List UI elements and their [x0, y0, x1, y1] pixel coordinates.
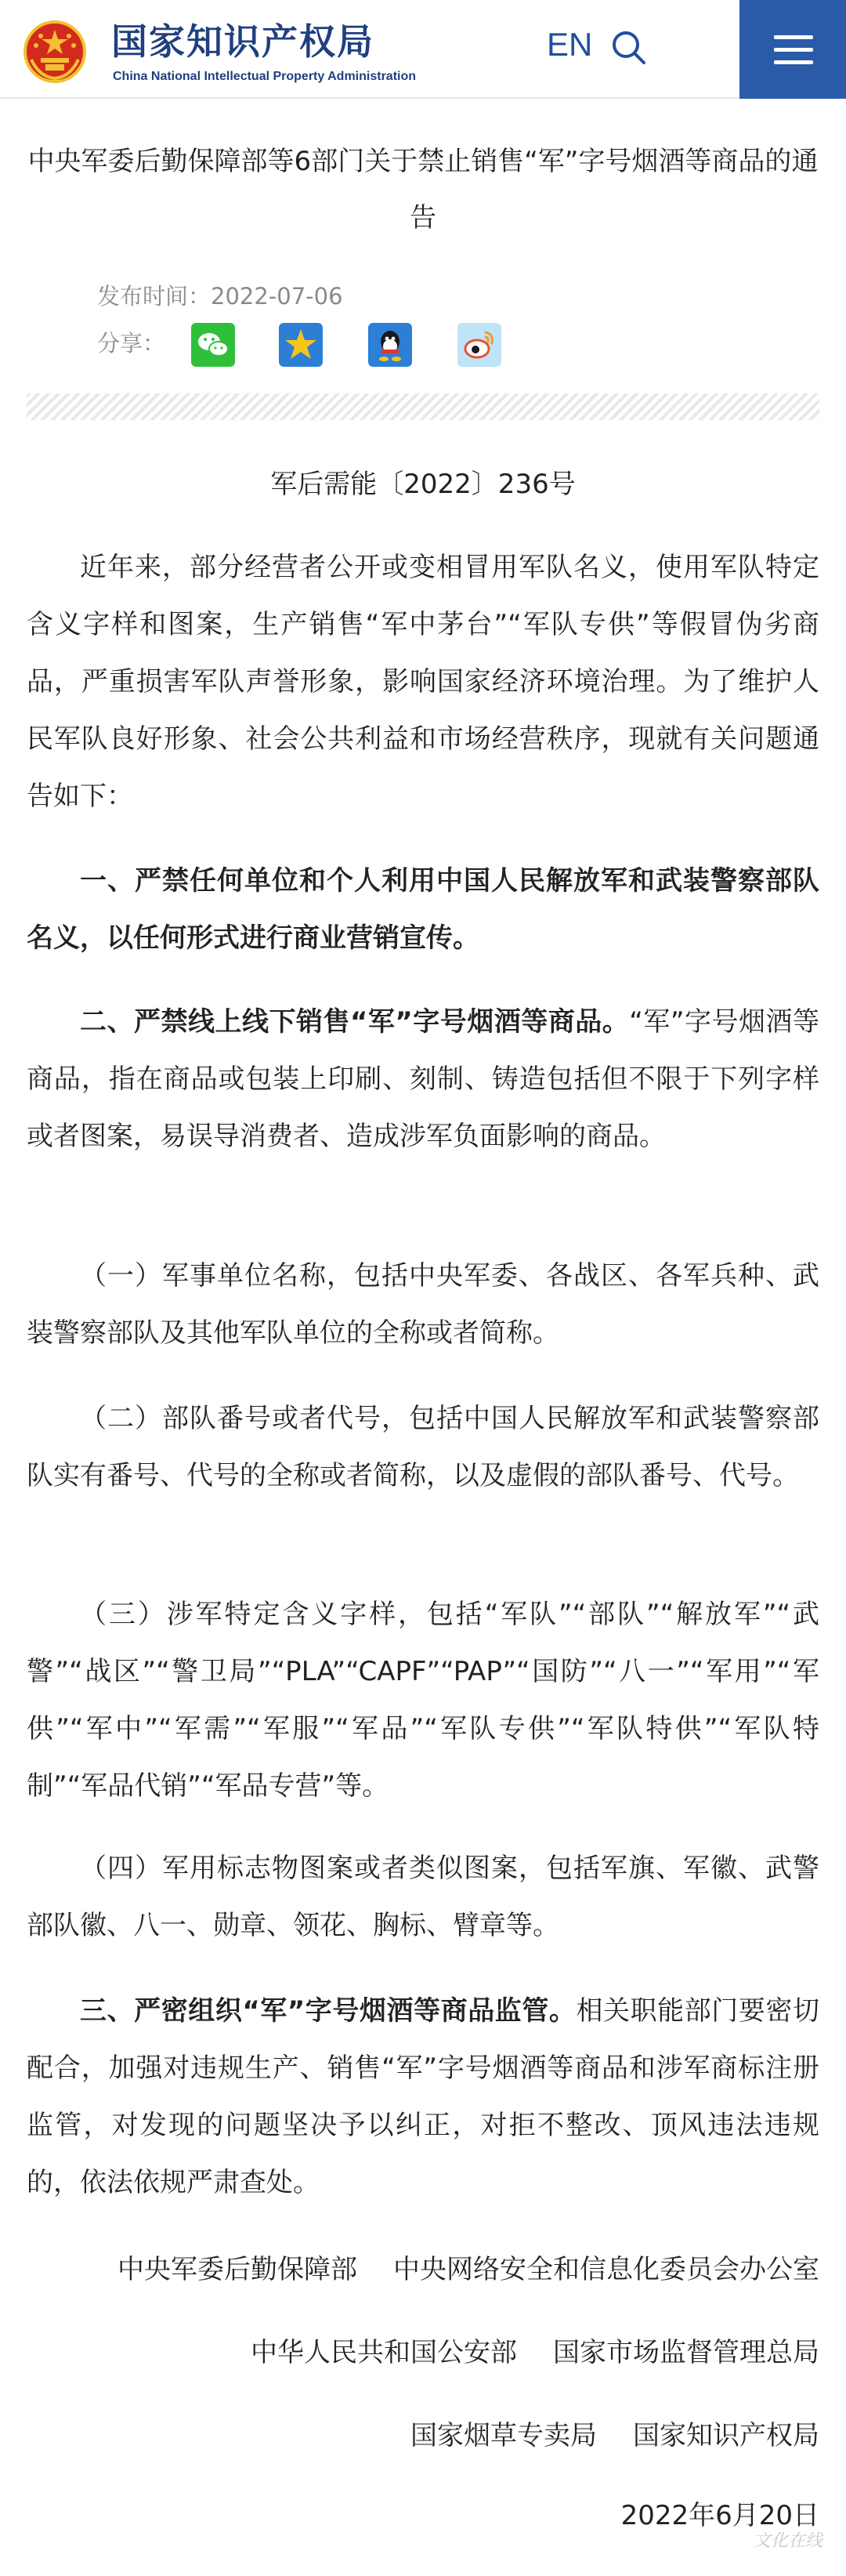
clause-2 [27, 994, 819, 1165]
sign-date: 2022年6月20日 [620, 2500, 819, 2531]
site-header [0, 0, 846, 99]
clause-1 [27, 853, 819, 967]
clause-3 [27, 1983, 819, 2212]
signatory-row-2 [251, 2334, 819, 2371]
section-divider [27, 393, 819, 420]
clause-1-heading: 一、严禁任何单位和个人利用中国人民解放军和武装警察部队名义，以任何形式进行商业营销宣传。 [27, 865, 819, 954]
sub-clause-2: （二）部队番号或者代号，包括中国人民解放军和武装警察部队实有番号、代号的全称或者简称，以及虚假的部队番号、代号。 [27, 1403, 819, 1491]
clause-2-text: “军”字号烟酒等商品，指在商品或包装上印刷、刻制、铸造包括但不限于下列字样或者图案，易误导消费者、造成涉军负面影响的商品。 [27, 1006, 819, 1152]
clause-3-text: 相关职能部门要密切配合，加强对违规生产、销售“军”字号烟酒等商品和涉军商标注册监管，对发现的问题坚决予以纠正，对拒不整改、顶风违法违规的，依法依规严肃查处。 [27, 1995, 820, 2198]
sub-clause-3: （三）涉军特定含义字样，包括“军队”“部队”“解放军”“武警”“战区”“警卫局”“PLA”“CAPF”“PAP”“国防”“八一”“军用”“军供”“军中”“军需”“军服”“军品”“军队专供”“军队特供”“军队特制”“军品代销”“军品专营”等。 [27, 1599, 819, 1802]
signatory: 国家市场监督管理总局 [553, 2337, 819, 2368]
search-icon[interactable] [609, 28, 649, 67]
language-toggle[interactable]: EN [547, 26, 593, 63]
site-subtitle: China National Intellectual Property Administration [113, 70, 417, 83]
qq-icon[interactable] [368, 323, 412, 367]
clause-3-heading: 三、严密组织“军”字号烟酒等商品监管。 [80, 1995, 577, 2027]
intro-paragraph: 近年来，部分经营者公开或变相冒用军队名义，使用军队特定含义字样和图案，生产销售“军中茅台”“军队专供”等假冒伪劣商品，严重损害军队声誉形象，影响国家经济环境治理。为了维护人民军队良好形象、社会公共利益和市场经营秩序，现就有关问题通告如下： [27, 552, 819, 812]
qzone-icon[interactable] [279, 323, 323, 367]
national-emblem-icon[interactable] [24, 20, 86, 83]
menu-bar [774, 48, 813, 52]
menu-bar [774, 35, 813, 39]
watermark: 文化在线 [753, 2531, 822, 2551]
signatory-row-3 [410, 2417, 819, 2455]
sub-clause-1: （一）军事单位名称，包括中央军委、各战区、各军兵种、武装警察部队及其他军队单位的全称或者简称。 [27, 1260, 819, 1349]
document-number: 军后需能〔2022〕236号 [270, 469, 576, 500]
article-title: 中央军委后勤保障部等6部门关于禁止销售“军”字号烟酒等商品的通告 [27, 146, 819, 234]
hamburger-menu-button[interactable] [739, 0, 846, 99]
publish-date: 发布时间：2022-07-06 [97, 283, 343, 310]
signatory: 国家知识产权局 [633, 2420, 819, 2451]
site-title[interactable]: 国家知识产权局 [111, 20, 374, 63]
signatory: 中央军委后勤保障部 [118, 2254, 357, 2285]
share-label: 分享： [97, 330, 166, 357]
wechat-icon[interactable] [191, 323, 235, 367]
signatory-row-1 [118, 2251, 819, 2288]
signatory: 中央网络安全和信息化委员会办公室 [393, 2254, 819, 2285]
signatory: 中华人民共和国公安部 [251, 2337, 517, 2368]
clause-2-heading: 二、严禁线上线下销售“军”字号烟酒等商品。 [80, 1006, 630, 1038]
signatory: 国家烟草专卖局 [410, 2420, 597, 2451]
weibo-icon[interactable] [457, 323, 501, 367]
menu-bar [774, 60, 813, 64]
sub-clause-4: （四）军用标志物图案或者类似图案，包括军旗、军徽、武警部队徽、八一、勋章、领花、胸标、臂章等。 [27, 1853, 819, 1941]
